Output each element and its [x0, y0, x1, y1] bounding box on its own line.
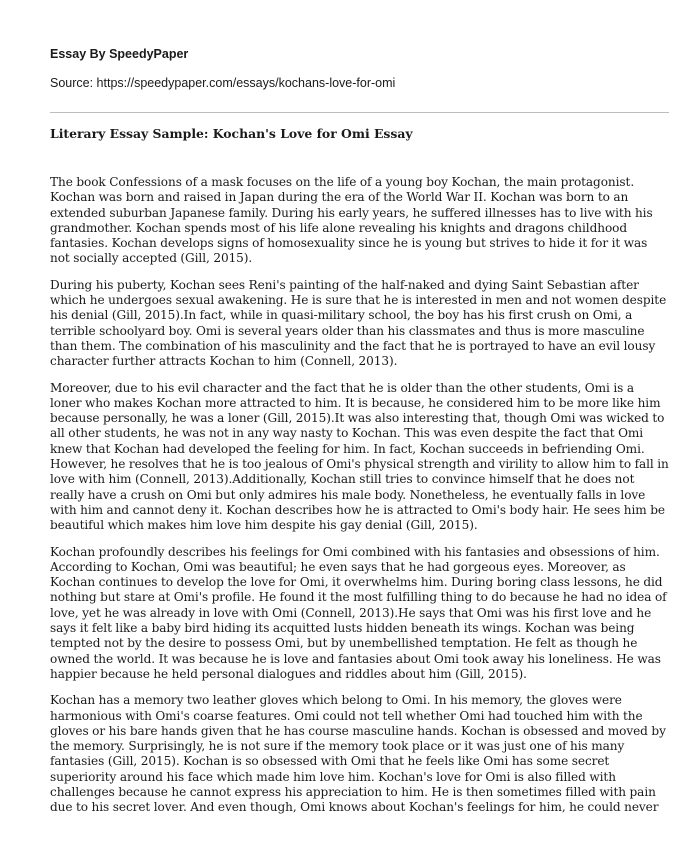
essay-paragraph: During his puberty, Kochan sees Reni's painting of the half-naked and dying Saint Sebastian after which he undergoes sexual awakening. He is sure that he is interested in men and not women despite his denial (Gill, 2015).In fact, while in quasi-military school, the boy has his first crush on Omi, a terrible schoolyard boy. Omi is several years older than his classmates and thus is more masculine than them. The combination of his masculinity and the fact that he is portrayed to have an evil lousy character further attracts Kochan to him (Connell, 2013).	[50, 277, 667, 369]
essay-paragraph: Kochan profoundly describes his feelings for Omi combined with his fantasies and obsessions of him. According to Kochan, Omi was beautiful; he even says that he had gorgeous eyes. Moreover, as Kochan continues to develop the love for Omi, it overwhelms him. During boring class lessons, he did nothing but stare at Omi's profile. He found it the most fulfilling thing to do because he had no idea of love, yet he was already in love with Omi (Connell, 2013).He says that Omi was his first love and he says it felt like a baby bird hiding its acquitted lusts hidden beneath its wings. Kochan was being tempted not by the desire to possess Omi, but by unembellished temptation. He felt as though he owned the world. It was because he is love and fantasies about Omi took away his loneliness. He was happier because he held personal dialogues and riddles about him (Gill, 2015).	[50, 544, 667, 681]
source-line: Source: https://speedypaper.com/essays/kochans-love-for-omi	[50, 76, 396, 90]
header-divider	[50, 112, 669, 113]
site-title: Essay By SpeedyPaper	[50, 47, 189, 61]
essay-paragraph: The book Confessions of a mask focuses on the life of a young boy Kochan, the main protagonist. Kochan was born and raised in Japan during the era of the World War II. Kochan was born to an extended suburban Japanese family. During his early years, he suffered illnesses has to live with his grandmother. Kochan spends most of his life alone revealing his knights and dragons childhood fantasies. Kochan develops signs of homosexuality since he is young but strives to hide it for it was not socially accepted (Gill, 2015).	[50, 175, 653, 266]
essay-paragraph: Kochan has a memory two leather gloves which belong to Omi. In his memory, the gloves were harmonious with Omi's coarse features. Omi could not tell whether Omi had touched him with the gloves or his bare hands given that he has course masculine hands. Kochan is obsessed and moved by the memory. Surprisingly, he is not sure if the memory took place or it was just one of his many fantasies (Gill, 2015). Kochan is so obsessed with Omi that he feels like Omi has some secret superiority around his face which made him love him. Kochan's love for Omi is also filled with challenges because he cannot express his appreciation to him. He is then sometimes filled with pain due to his secret lover. And even though, Omi knows about Kochan's feelings for him, he could never	[50, 693, 666, 815]
essay-body	[50, 175, 669, 816]
essay-paragraph: Moreover, due to his evil character and the fact that he is older than the other students, Omi is a loner who makes Kochan more attracted to him. It is because, he considered him to be more like him because personally, he was a loner (Gill, 2015).It was also interesting that, though Omi was wicked to all other students, he was not in any way nasty to Kochan. This was even despite the fact that Omi knew that Kochan had developed the feeling for him. In fact, Kochan succeeds in befriending Omi. However, he resolves that he is too jealous of Omi's physical strength and virility to allow him to fall in love with him (Connell, 2013).Additionally, Kochan still tries to convince himself that he does not really have a crush on Omi but only admires his male body. Nonetheless, he eventually falls in love with him and cannot deny it. Kochan describes how he is attracted to Omi's body hair. He sees him be beautiful which makes him love him despite his gay denial (Gill, 2015).	[50, 380, 669, 533]
essay-title: Literary Essay Sample: Kochan's Love for Omi Essay	[50, 126, 413, 141]
